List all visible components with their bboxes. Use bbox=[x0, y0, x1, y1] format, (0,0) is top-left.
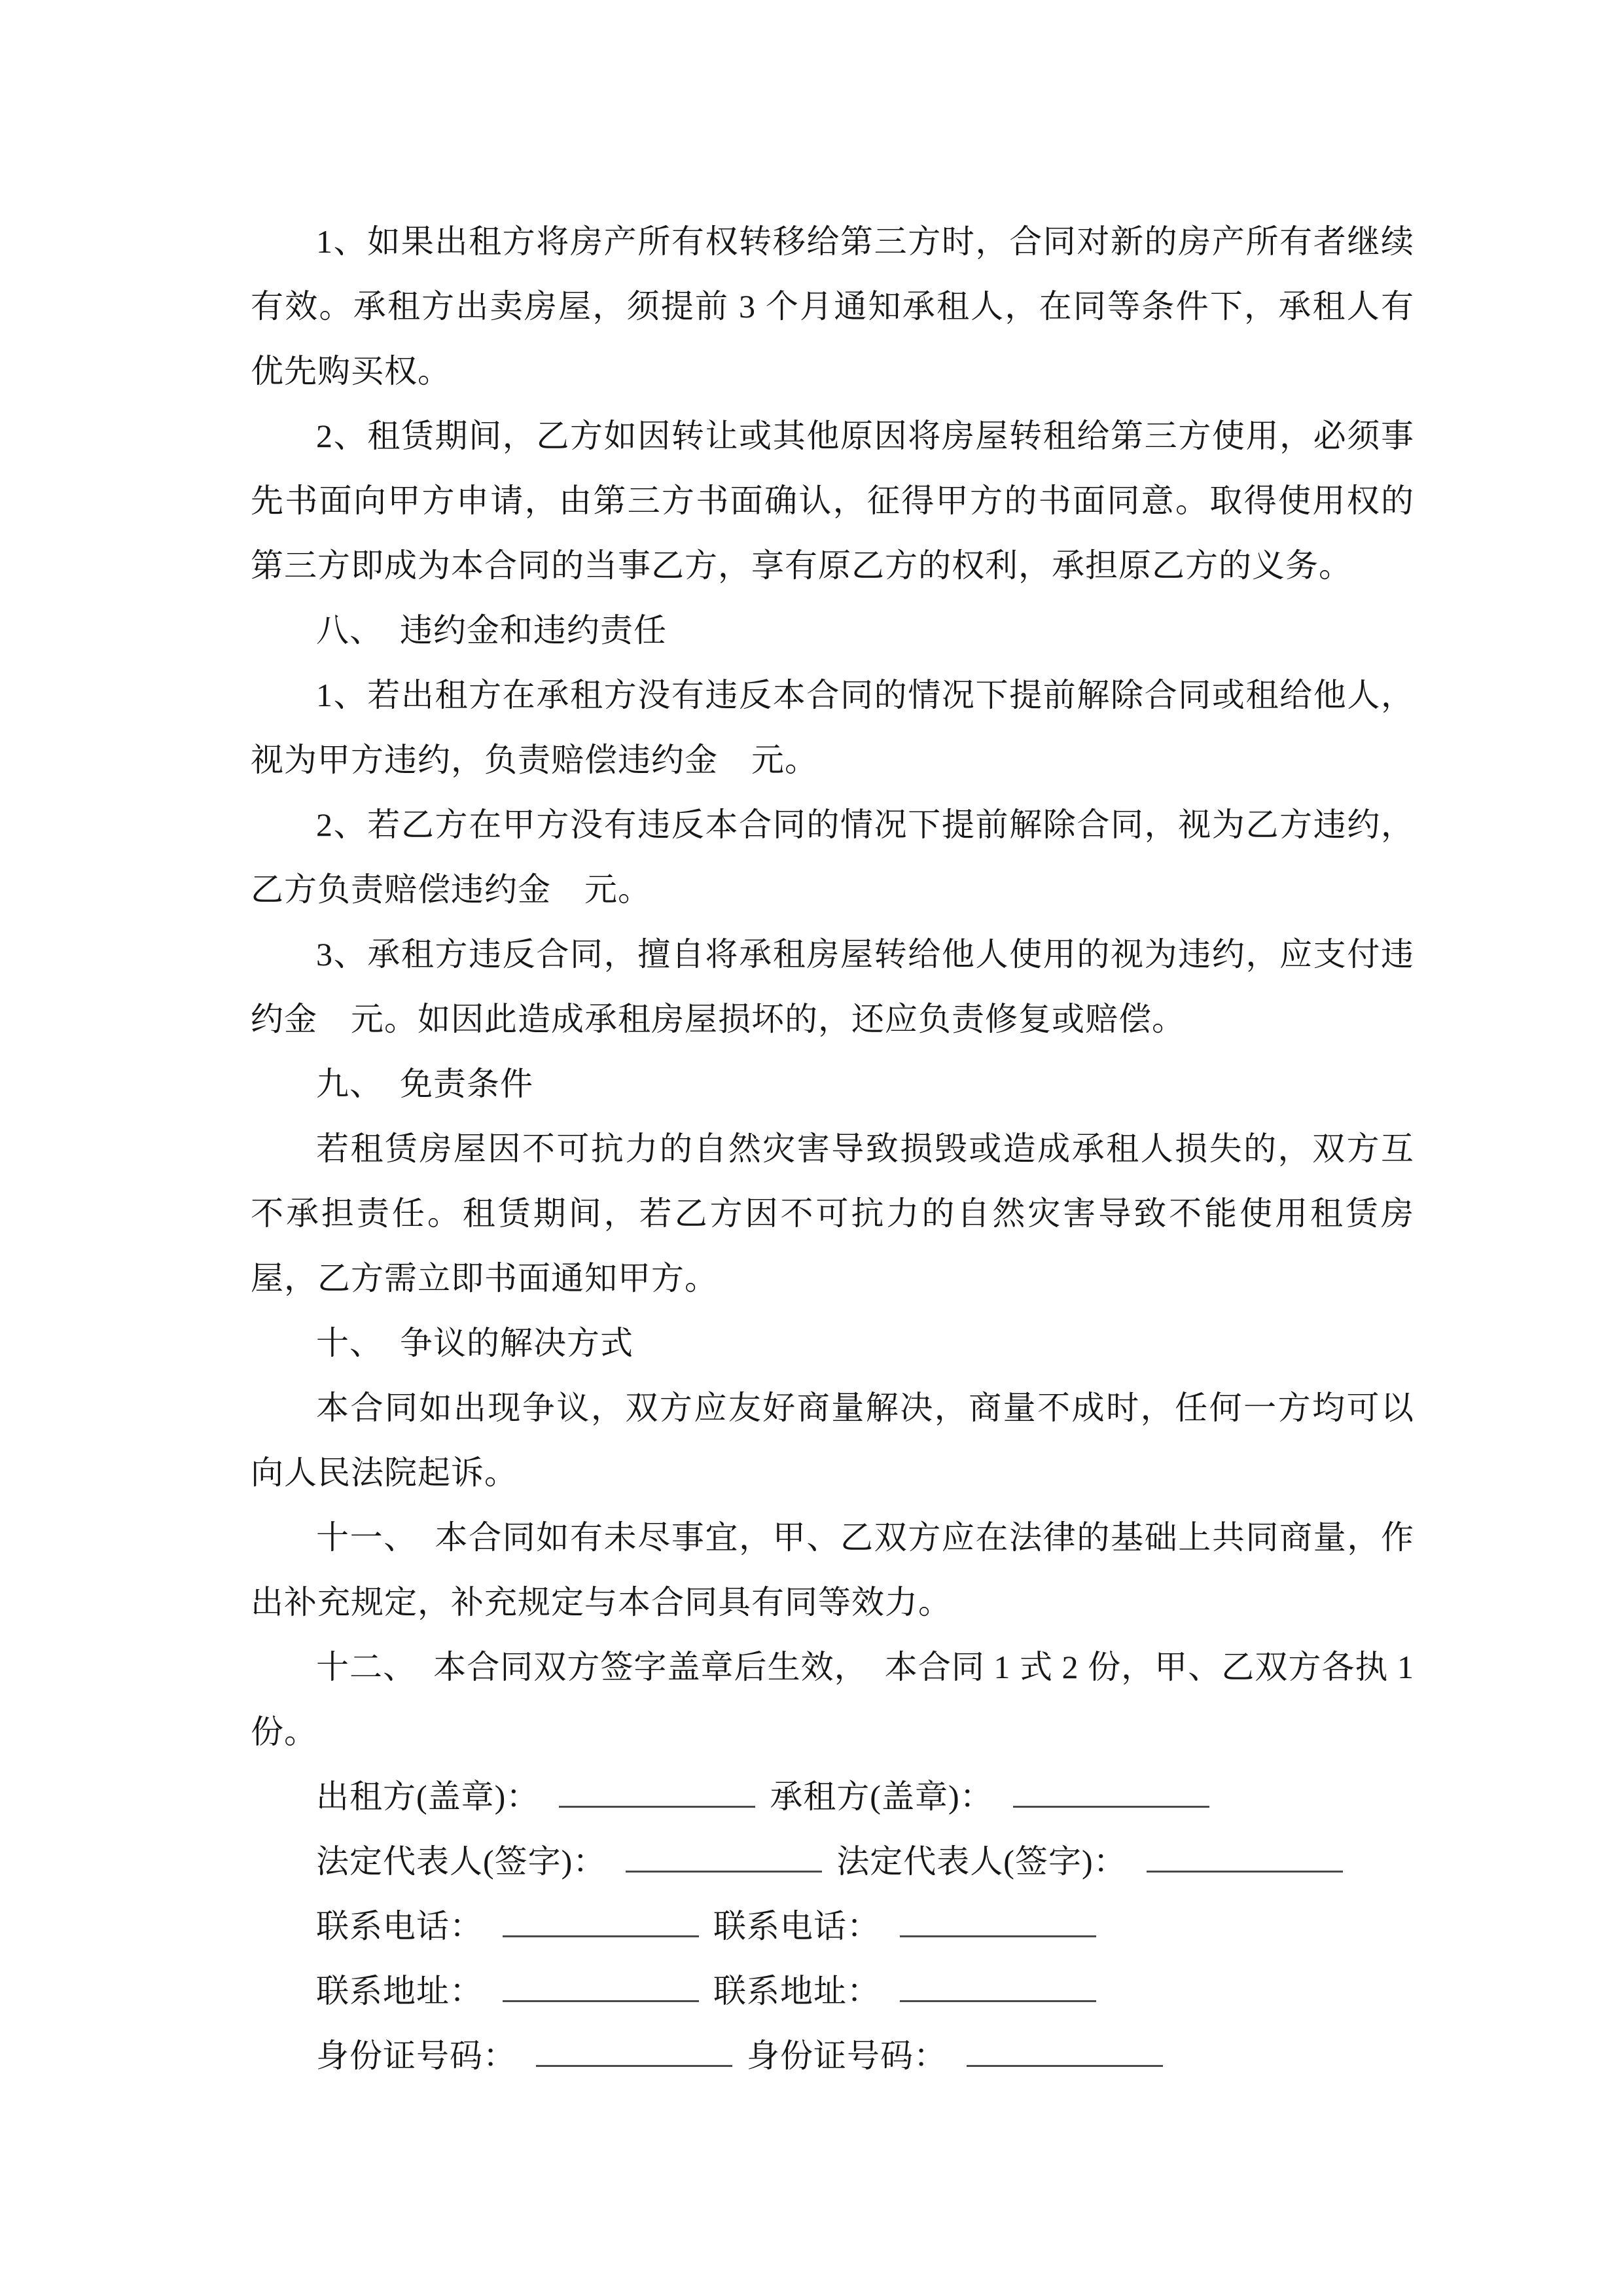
signature-row-seal bbox=[251, 1765, 1414, 1829]
paragraph-dispute-body: 本合同如出现争议，双方应友好商量解决，商量不成时，任何一方均可以向人民法院起诉。 bbox=[251, 1390, 1414, 1491]
paragraph-exemption-body: 若租赁房屋因不可抗力的自然灾害导致损毁或造成承租人损失的，双方互不承担责任。租赁期间，若乙方因不可抗力的自然灾害导致不能使用租赁房屋，乙方需立即书面通知甲方。 bbox=[251, 1130, 1414, 1297]
lessee-seal-label: 承租方(盖章)： bbox=[770, 1778, 993, 1815]
lessee-address-label: 联系地址： bbox=[713, 1973, 880, 2009]
lessee-seal-blank-line bbox=[1013, 1798, 1209, 1808]
lessor-id-label: 身份证号码： bbox=[316, 2037, 516, 2074]
section-heading-dispute: 十、 争议的解决方式 bbox=[316, 1325, 633, 1361]
lessor-phone-blank-line bbox=[503, 1928, 699, 1937]
paragraph-breach-item-3: 3、承租方违反合同，擅自将承租房屋转给他人使用的视为违约，应支付违约金 元。如因此造成承租房屋损坏的，还应负责修复或赔偿。 bbox=[251, 936, 1414, 1037]
lessee-representative-label: 法定代表人(签字)： bbox=[836, 1843, 1127, 1880]
lessee-representative-blank-line bbox=[1147, 1863, 1343, 1873]
paragraph-breach-item-1: 1、若出租方在承租方没有违反本合同的情况下提前解除合同或租给他人，视为甲方违约，负责赔偿违约金 元。 bbox=[251, 677, 1414, 778]
lessor-phone-label: 联系电话： bbox=[316, 1908, 483, 1945]
lessor-seal-blank-line bbox=[559, 1798, 755, 1808]
paragraph-supplementary-clause: 十一、 本合同如有未尽事宜，甲、乙双方应在法律的基础上共同商量，作出补充规定，补充规定与本合同具有同等效力。 bbox=[251, 1519, 1414, 1621]
lessor-representative-blank-line bbox=[626, 1863, 822, 1873]
lessee-id-blank-line bbox=[967, 2057, 1163, 2067]
lessor-representative-label: 法定代表人(签字)： bbox=[316, 1843, 607, 1880]
lessee-address-blank-line bbox=[900, 1992, 1096, 2002]
lessor-address-blank-line bbox=[503, 1992, 699, 2002]
lessor-id-blank-line bbox=[536, 2057, 732, 2067]
paragraph-breach-item-2: 2、若乙方在甲方没有违反本合同的情况下提前解除合同，视为乙方违约，乙方负责赔偿违约金 元。 bbox=[251, 806, 1414, 908]
lessor-address-label: 联系地址： bbox=[316, 1973, 483, 2009]
signature-row-address bbox=[251, 1959, 1414, 2024]
signature-row-phone bbox=[251, 1894, 1414, 1959]
lessee-id-label: 身份证号码： bbox=[747, 2037, 947, 2074]
lessee-phone-label: 联系电话： bbox=[713, 1908, 880, 1945]
section-heading-breach-penalty: 八、 违约金和违约责任 bbox=[316, 612, 667, 649]
lessor-seal-label: 出租方(盖章)： bbox=[316, 1778, 540, 1815]
paragraph-effectiveness-clause: 十二、 本合同双方签字盖章后生效， 本合同 1 式 2 份，甲、乙双方各执 1 份。 bbox=[251, 1649, 1414, 1750]
document-body bbox=[251, 209, 1414, 2089]
signature-row-legal-representative bbox=[251, 1829, 1414, 1894]
signature-row-id-number bbox=[251, 2024, 1414, 2089]
paragraph-sublet-clause: 2、租赁期间，乙方如因转让或其他原因将房屋转租给第三方使用，必须事先书面向甲方申请，由第三方书面确认，征得甲方的书面同意。取得使用权的第三方即成为本合同的当事乙方，享有原乙方的权利，承担原乙方的义务。 bbox=[251, 418, 1414, 584]
section-heading-exemption: 九、 免责条件 bbox=[316, 1066, 533, 1102]
lessee-phone-blank-line bbox=[900, 1928, 1096, 1937]
paragraph-transfer-clause: 1、如果出租方将房产所有权转移给第三方时，合同对新的房产所有者继续有效。承租方出卖房屋，须提前 3 个月通知承租人，在同等条件下，承租人有优先购买权。 bbox=[251, 223, 1414, 389]
